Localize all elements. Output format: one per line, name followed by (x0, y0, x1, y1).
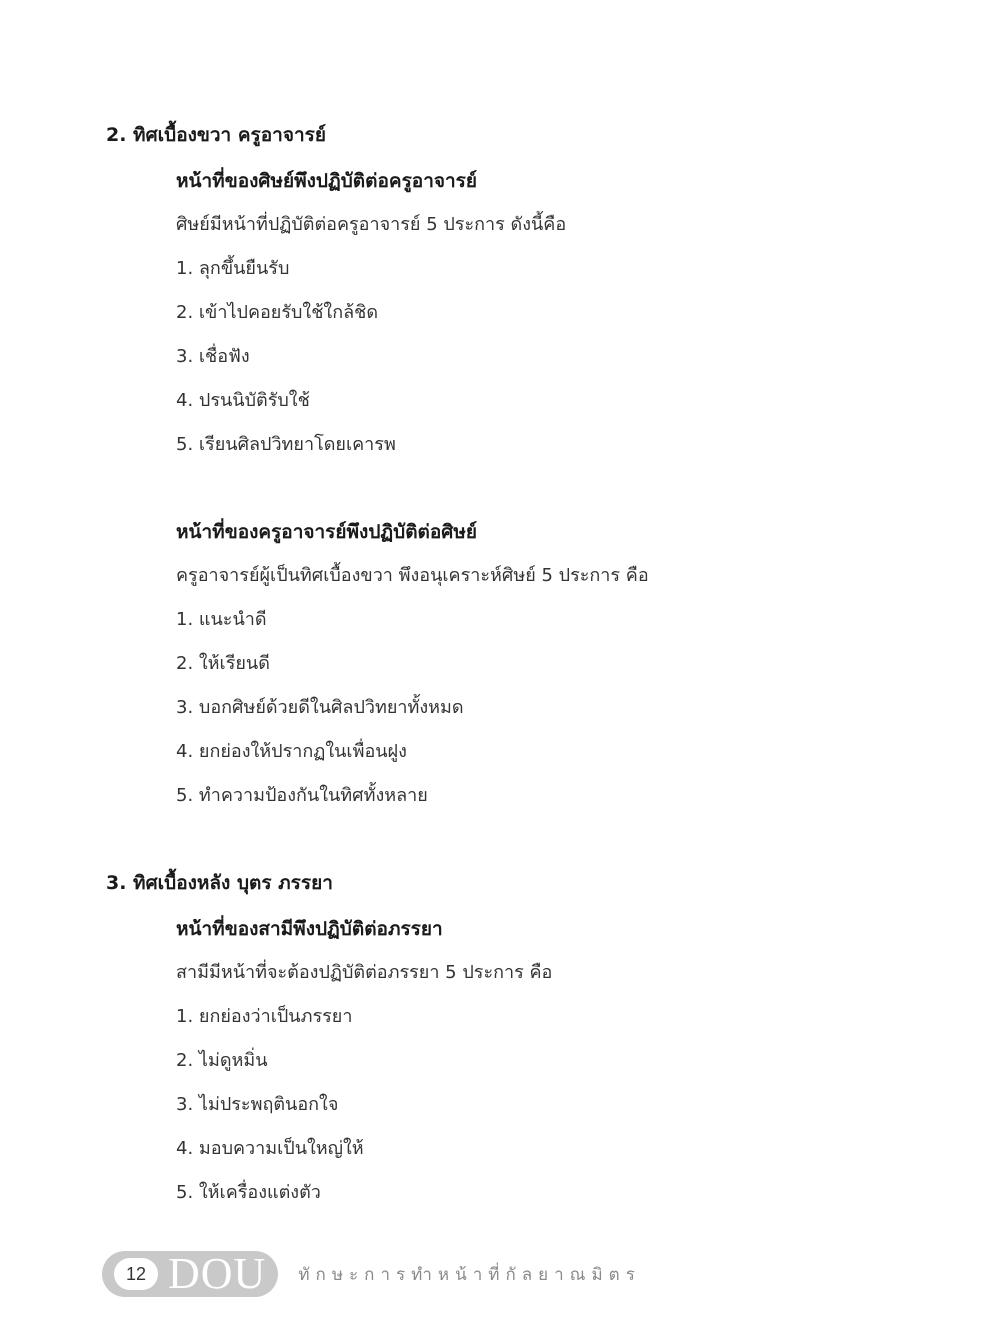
list-item: 3. เชื่อฟัง (176, 346, 250, 367)
page-footer (102, 1250, 641, 1298)
page-number: 12 (114, 1258, 158, 1290)
list-item: 3. ไม่ประพฤตินอกใจ (176, 1094, 339, 1115)
intro-text: สามีมีหน้าที่จะต้องปฏิบัติต่อภรรยา 5 ประการ คือ (176, 962, 553, 983)
list-item: 2. เข้าไปคอยรับใช้ใกล้ชิด (176, 302, 379, 323)
list-item: 1. ลุกขึ้นยืนรับ (176, 258, 290, 279)
list-item: 1. แนะนำดี (176, 609, 267, 630)
content-block (176, 165, 956, 473)
content-block (176, 913, 956, 1221)
list-item: 2. ไม่ดูหมิ่น (176, 1050, 268, 1071)
section-heading: 2. ทิศเบื้องขวา ครูอาจารย์ (106, 124, 326, 146)
list-item: 2. ให้เรียนดี (176, 653, 270, 674)
sub-heading: หน้าที่ของสามีพึงปฏิบัติต่อภรรยา (176, 918, 443, 940)
list-item: 5. ทำความป้องกันในทิศทั้งหลาย (176, 785, 428, 806)
footer-badge (102, 1251, 278, 1297)
list-item: 4. มอบความเป็นใหญ่ให้ (176, 1138, 364, 1159)
sub-heading: หน้าที่ของครูอาจารย์พึงปฏิบัติต่อศิษย์ (176, 521, 478, 543)
intro-text: ศิษย์มีหน้าที่ปฏิบัติต่อครูอาจารย์ 5 ประการ ดังนี้คือ (176, 214, 567, 235)
sub-heading: หน้าที่ของศิษย์พึงปฏิบัติต่อครูอาจารย์ (176, 170, 478, 192)
content-block (176, 516, 956, 824)
list-item: 4. ยกย่องให้ปรากฏในเพื่อนฝูง (176, 741, 407, 762)
list-item: 4. ปรนนิบัติรับใช้ (176, 390, 310, 411)
list-item: 3. บอกศิษย์ด้วยดีในศิลปวิทยาทั้งหมด (176, 697, 464, 718)
intro-text: ครูอาจารย์ผู้เป็นทิศเบื้องขวา พึงอนุเคราะห์ศิษย์ 5 ประการ คือ (176, 565, 649, 586)
dou-logo: DOU (168, 1249, 267, 1298)
list-item: 1. ยกย่องว่าเป็นภรรยา (176, 1006, 353, 1027)
list-item: 5. เรียนศิลปวิทยาโดยเคารพ (176, 434, 396, 455)
section-heading: 3. ทิศเบื้องหลัง บุตร ภรรยา (106, 872, 333, 894)
book-title: ทักษะการทำหน้าที่กัลยาณมิตร (298, 1264, 641, 1285)
list-item: 5. ให้เครื่องแต่งตัว (176, 1182, 321, 1203)
